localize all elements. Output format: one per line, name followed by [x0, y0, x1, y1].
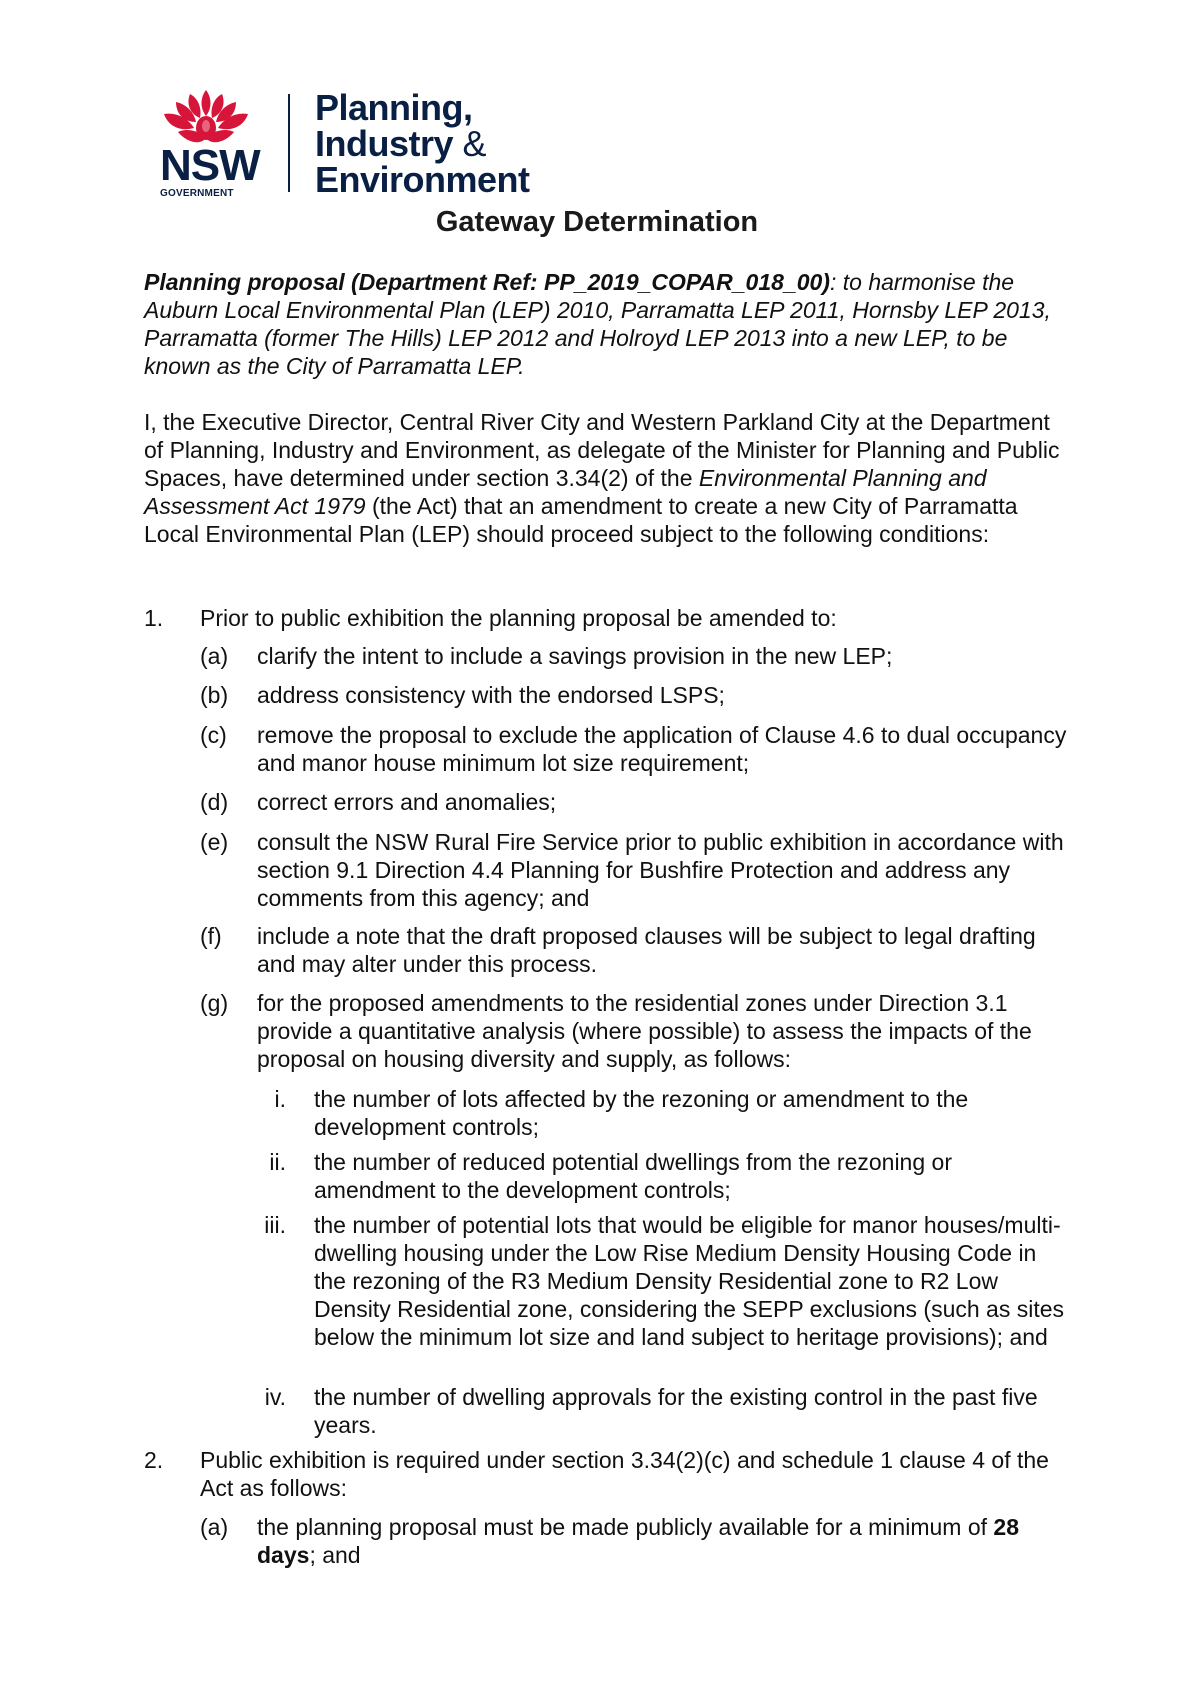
department-line-2-word: Industry: [315, 123, 454, 164]
condition-number: 1.: [144, 605, 164, 631]
proposal-description: : to harmonise the Auburn Local Environmental Plan (LEP) 2010, Parramatta LEP 2011, Hornsby LEP 2013, Parramatta (former The Hills) LEP 2012 and Holroyd LEP 2013 into a new LEP, to be known as the City of Parramatta LEP.: [144, 269, 1051, 379]
condition-1g-i-label: i.: [274, 1086, 286, 1112]
condition-1g-iii-label: iii.: [264, 1212, 286, 1238]
minimum-days: 28 days: [257, 1514, 1019, 1568]
condition-2a-text: [257, 1513, 1067, 1569]
department-line-1: Planning,: [315, 87, 473, 128]
condition-1e-label: (e): [200, 829, 229, 855]
condition-1g-iii-text: the number of potential lots that would be eligible for manor houses/multi-dwelling housing under the Low Rise Medium Density Housing Code in the rezoning of the R3 Medium Density Residential zone to R2 Low Density Residential zone, considering the SEPP exclusions (such as sites below the minimum lot size and land subject to heritage provisions); and: [314, 1212, 1065, 1350]
condition-1g-label: (g): [200, 990, 229, 1016]
proposal-summary: [144, 268, 1064, 380]
condition-1g-ii-label: ii.: [269, 1149, 286, 1175]
condition-1b-text: address consistency with the endorsed LSPS;: [257, 682, 725, 708]
condition-1g-text: for the proposed amendments to the residential zones under Direction 3.1 provide a quantitative analysis (where possible) to assess the impacts of the proposal on housing diversity and supply, as follows:: [257, 990, 1032, 1072]
condition-1f-label: (f): [200, 923, 222, 949]
condition-2-text: Public exhibition is required under section 3.34(2)(c) and schedule 1 clause 4 of the Act as follows:: [200, 1447, 1049, 1501]
condition-1b-label: (b): [200, 682, 229, 708]
condition-1g-iv-label: iv.: [264, 1384, 286, 1410]
condition-2a-text-post: ; and: [309, 1542, 361, 1568]
department-line-2: [315, 123, 530, 164]
condition-1e-text: consult the NSW Rural Fire Service prior to public exhibition in accordance with section 9.1 Direction 4.4 Planning for Bushfire Protection and address any comments from this agency; and: [257, 829, 1064, 911]
logo-divider: [288, 94, 290, 192]
condition-1f-text: include a note that the draft proposed clauses will be subject to legal drafting and may alter under this process.: [257, 923, 1036, 977]
condition-2a-label: (a): [200, 1514, 229, 1540]
page-title: Gateway Determination: [435, 206, 759, 238]
condition-1d-label: (d): [200, 789, 229, 815]
department-line-3: Environment: [315, 159, 530, 200]
determination-statement: [144, 408, 1064, 548]
determination-part-2: (the Act) that an amendment to create a new City of Parramatta Local Environmental Plan (LEP) should proceed subject to the following conditions:: [144, 493, 1018, 547]
condition-2a-text-pre: the planning proposal must be made publicly available for a minimum of: [257, 1514, 994, 1540]
condition-1g-iv-text: the number of dwelling approvals for the existing control in the past five years.: [314, 1384, 1038, 1438]
condition-1c-label: (c): [200, 722, 227, 748]
ampersand: &: [462, 123, 487, 164]
condition-1a-label: (a): [200, 643, 229, 669]
proposal-reference: Planning proposal (Department Ref: PP_2019_COPAR_018_00): [144, 269, 830, 295]
condition-1a-text: clarify the intent to include a savings provision in the new LEP;: [257, 643, 893, 669]
condition-1g-i-text: the number of lots affected by the rezoning or amendment to the development controls;: [314, 1086, 969, 1140]
condition-2-number: 2.: [144, 1447, 164, 1473]
determination-part-1: I, the Executive Director, Central River City and Western Parkland City at the Department of Planning, Industry and Environment, as delegate of the Minister for Planning and Public Spaces, have determined under section 3.34(2) of the: [144, 409, 1060, 491]
condition-1d-text: correct errors and anomalies;: [257, 789, 557, 815]
department-name: [315, 87, 530, 200]
condition-1g-ii-text: the number of reduced potential dwellings from the rezoning or amendment to the development controls;: [314, 1149, 952, 1203]
nsw-government-logo: [158, 88, 558, 198]
nsw-wordmark: NSW: [160, 141, 260, 190]
government-wordmark: GOVERNMENT: [160, 188, 234, 199]
condition-1c-text: remove the proposal to exclude the application of Clause 4.6 to dual occupancy and manor house minimum lot size requirement;: [257, 722, 1067, 776]
act-name: Environmental Planning and Assessment Act 1979: [144, 465, 987, 519]
condition-1-text: Prior to public exhibition the planning proposal be amended to:: [200, 605, 837, 631]
